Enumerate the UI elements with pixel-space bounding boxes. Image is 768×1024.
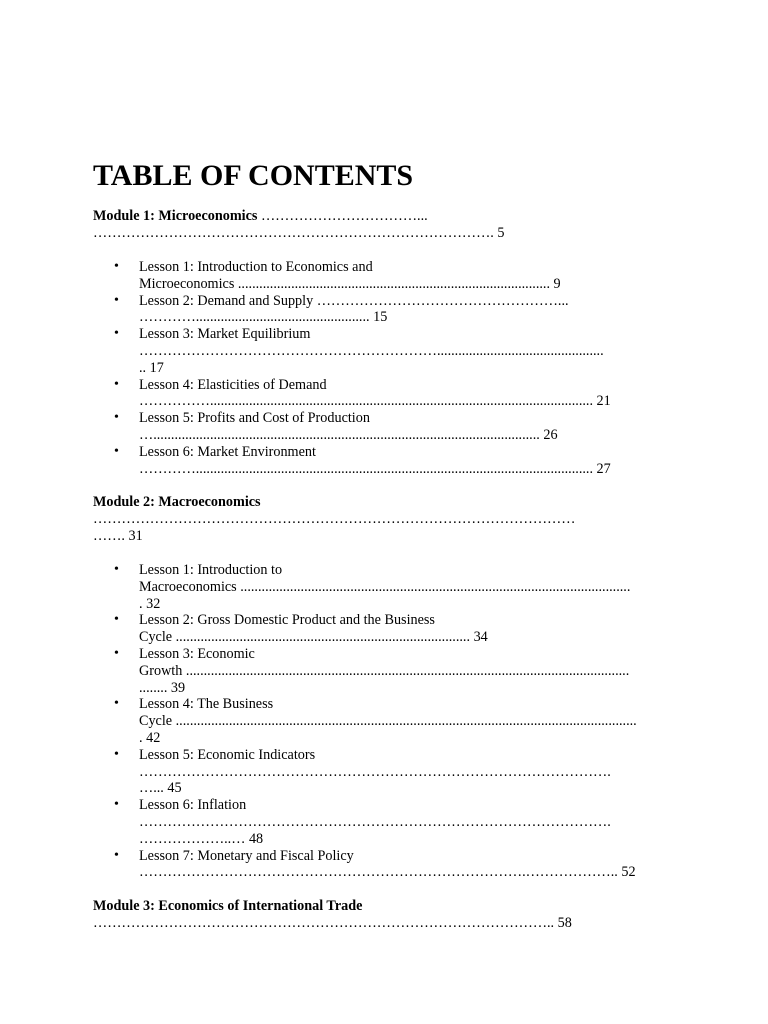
lesson-line: Growth ............................................................................................................................. — [139, 662, 630, 679]
list-item[interactable] — [93, 444, 683, 478]
list-item[interactable] — [93, 646, 683, 696]
module-heading[interactable] — [93, 898, 683, 932]
lesson-line: …............................................................................................................. 26 — [139, 426, 558, 443]
list-item[interactable] — [93, 259, 683, 293]
lesson-line: . 42 — [139, 729, 161, 746]
module-page-line: ……. 31 — [93, 528, 143, 544]
lesson-line: Lesson 3: Economic — [139, 645, 255, 662]
list-item[interactable] — [93, 848, 683, 882]
lesson-line: Lesson 7: Monetary and Fiscal Policy — [139, 847, 354, 864]
lesson-line: Microeconomics ........................................................................................ 9 — [139, 275, 561, 292]
lesson-list — [93, 259, 683, 477]
lesson-line: Lesson 4: Elasticities of Demand — [139, 376, 327, 393]
bullet-icon: • — [114, 326, 119, 342]
bullet-icon: • — [114, 562, 119, 577]
page-title: TABLE OF CONTENTS — [93, 159, 414, 192]
lesson-line: .. 17 — [139, 359, 164, 376]
module-name: Module 1: Microeconomics — [93, 208, 258, 224]
bullet-icon: • — [114, 292, 119, 308]
lesson-line: …... 45 — [139, 780, 182, 797]
list-item[interactable] — [93, 696, 683, 746]
bullet-icon: • — [114, 645, 119, 661]
bullet-icon: • — [114, 612, 119, 628]
lesson-line: ………………..… 48 — [139, 830, 264, 847]
bullet-icon: • — [114, 259, 119, 274]
bullet-icon: • — [114, 746, 119, 762]
lesson-line: Lesson 2: Demand and Supply ……………………………………………... — [139, 292, 569, 309]
bullet-icon: • — [114, 847, 119, 863]
bullet-icon: • — [114, 797, 119, 813]
bullet-icon: • — [114, 376, 119, 392]
lesson-line: …………................................................................................................................ 27 — [139, 460, 611, 477]
lesson-line: Lesson 1: Introduction to Economics and — [139, 259, 373, 275]
lesson-line: ……………………………………………………………………….……………….. 52 — [139, 864, 636, 881]
bullet-icon: • — [114, 443, 119, 459]
list-item[interactable] — [93, 326, 683, 376]
lesson-line: ………………………………………………………............................................... — [139, 342, 604, 359]
list-item[interactable] — [93, 293, 683, 327]
list-item[interactable] — [93, 562, 683, 612]
list-item[interactable] — [93, 797, 683, 847]
lesson-line: ………………………………………………………………………………………. — [139, 813, 611, 830]
list-item[interactable] — [93, 612, 683, 646]
lesson-line: Lesson 2: Gross Domestic Product and the Business — [139, 612, 435, 629]
lesson-line: Lesson 6: Inflation — [139, 797, 247, 814]
lesson-line: Cycle ................................................................................... 34 — [139, 629, 488, 646]
module-page-line: ………………………………………………………………………………………… — [93, 511, 576, 527]
list-item[interactable] — [93, 747, 683, 797]
lesson-line: ........ 39 — [139, 679, 186, 696]
module-page-line: …………………………………………………………………………………….. 58 — [93, 915, 572, 931]
lesson-line: Lesson 6: Market Environment — [139, 443, 316, 460]
lesson-line: ………………………………………………………………………………………. — [139, 763, 611, 780]
lesson-line: Lesson 1: Introduction to — [139, 562, 283, 578]
module-name: Module 3: Economics of International Trade — [93, 898, 363, 914]
lesson-list — [93, 562, 683, 881]
list-item[interactable] — [93, 410, 683, 444]
module-heading[interactable] — [93, 208, 683, 242]
lesson-line: …………................................................. 15 — [139, 309, 388, 326]
lesson-line: . 32 — [139, 595, 161, 612]
lesson-line: Lesson 5: Profits and Cost of Production — [139, 410, 370, 427]
lesson-line: Macroeconomics .............................................................................................................. — [139, 578, 631, 595]
module-name: Module 2: Macroeconomics — [93, 494, 261, 510]
lesson-line: Lesson 5: Economic Indicators — [139, 746, 316, 763]
bullet-icon: • — [114, 696, 119, 712]
module-leader: ……………………………... — [257, 208, 428, 224]
bullet-icon: • — [114, 410, 119, 426]
lesson-line: Lesson 4: The Business — [139, 696, 274, 713]
lesson-line: Lesson 3: Market Equilibrium — [139, 326, 311, 343]
module-page-line: …………………………………………………………………………. 5 — [93, 225, 505, 241]
list-item[interactable] — [93, 377, 683, 411]
lesson-line: Cycle .................................................................................................................................. — [139, 713, 637, 730]
module-heading[interactable] — [93, 494, 683, 545]
lesson-line: ……………............................................................................................................ 21 — [139, 393, 611, 410]
